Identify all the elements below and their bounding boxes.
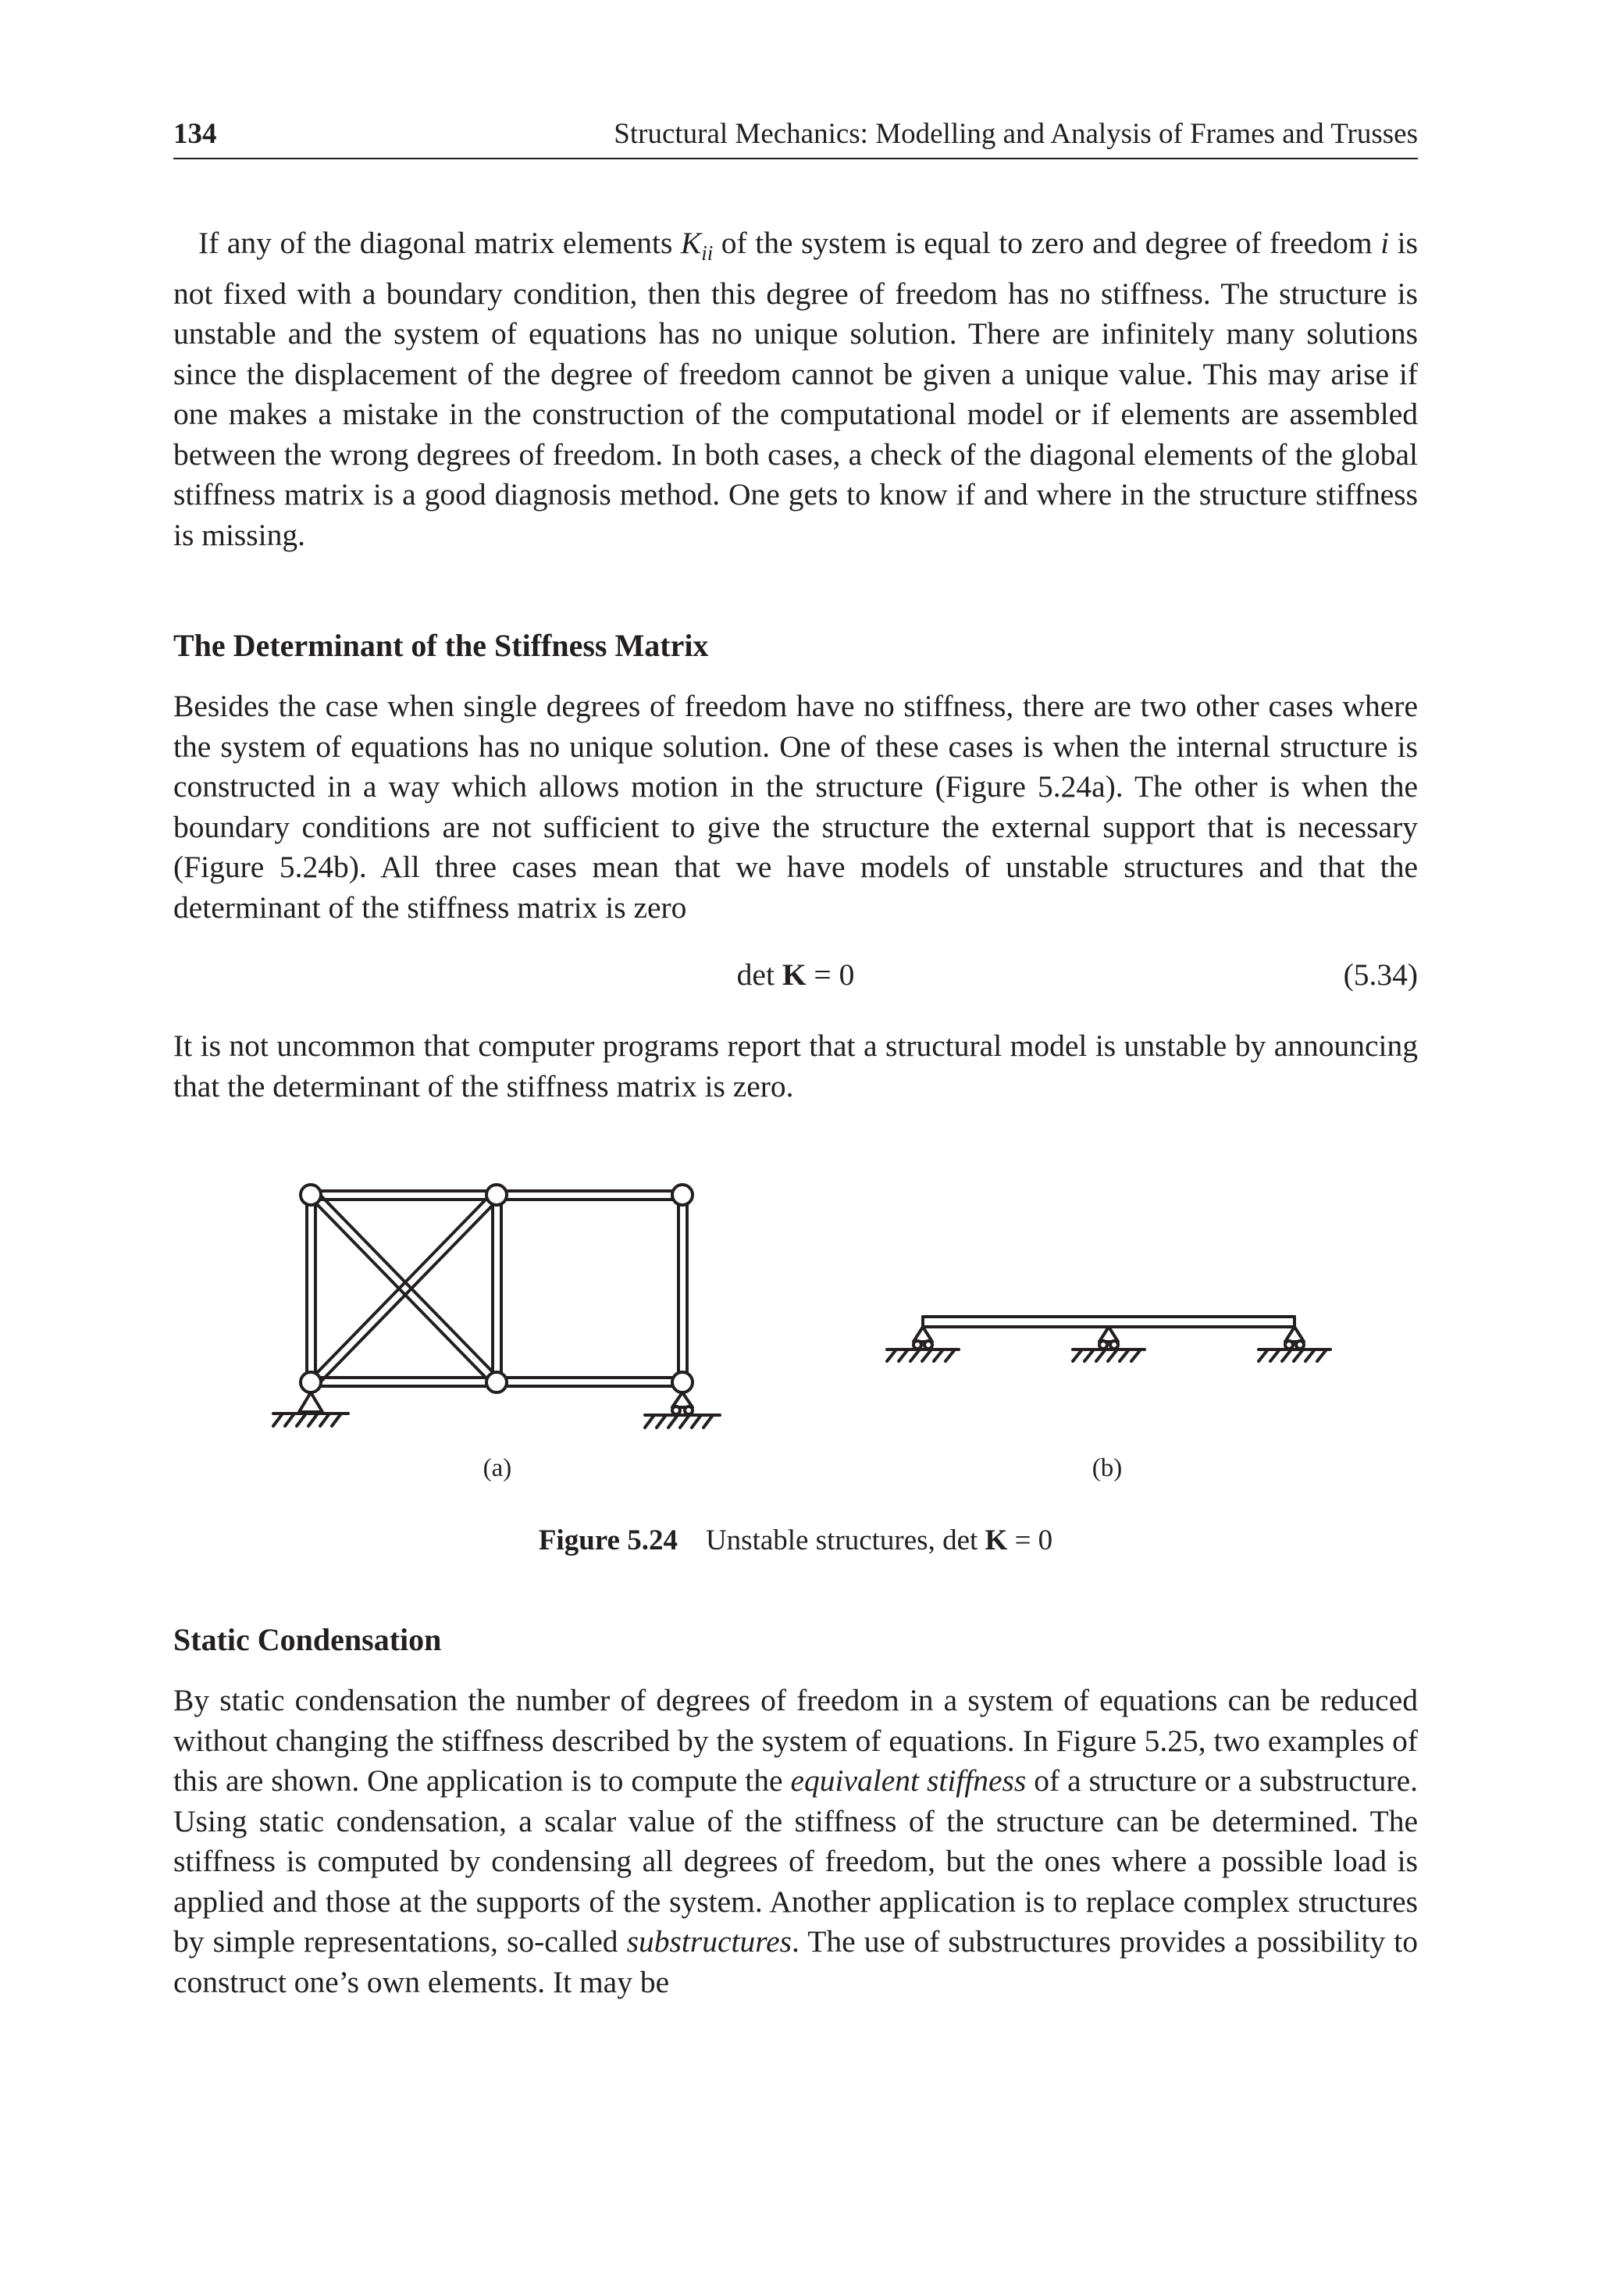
text-run: of a structure or a substructure. Using static condensation, a scalar value of the stiffness of the structure can be determined. The stiffness is computed by condensing all degrees of freedom, but the ones where a possible load is applied and those at the supports of the system. Another application is to replace complex structures by simple representations, so-called bbox=[173, 1763, 1418, 1959]
section-heading: Static Condensation bbox=[173, 1622, 442, 1657]
section-heading: The Determinant of the Stiffness Matrix bbox=[173, 628, 709, 663]
subfigure-label-b: (b) bbox=[1092, 1454, 1123, 1482]
joint bbox=[486, 1185, 507, 1205]
caption-text: Unstable structures, det bbox=[705, 1524, 985, 1556]
equation-5-34 bbox=[173, 954, 1418, 995]
eq-det: det bbox=[736, 957, 782, 992]
emphasis: equivalent stiffness bbox=[790, 1763, 1027, 1798]
joint bbox=[486, 1372, 507, 1392]
paragraph-text: Besides the case when single degrees of freedom have no stiffness, there are two other cases where the system of equations has no unique solution. One of these cases is when the internal structure is constructed in a way which allows motion in the structure (Figure 5.24a). The other is when the boundary conditions are not sufficient to give the structure the external support that is necessary (Figure 5.24b). All three cases mean that we have models of unstable structures and that the determinant of the stiffness matrix is zero bbox=[173, 689, 1418, 925]
text-run: . The use of substructures provides a possibility to construct one’s own elements. It may be bbox=[173, 1924, 1418, 1999]
paragraph-text bbox=[173, 1681, 1418, 2002]
figure-label: Figure 5.24 bbox=[538, 1524, 678, 1556]
running-title: Structural Mechanics: Modelling and Analysis of Frames and Trusses bbox=[614, 118, 1418, 150]
figure-5-24 bbox=[173, 1171, 1418, 1484]
roller-support-icon bbox=[645, 1392, 720, 1428]
roller-support-icon bbox=[887, 1327, 959, 1361]
caption-rhs: = 0 bbox=[1007, 1524, 1053, 1556]
joint bbox=[301, 1185, 321, 1205]
text-run: If any of the diagonal matrix elements bbox=[198, 226, 681, 260]
emphasis: substructures bbox=[626, 1924, 792, 1959]
joint bbox=[672, 1372, 693, 1392]
text-run: of the system is equal to zero and degree of freedom bbox=[713, 226, 1381, 260]
paragraph-determinant bbox=[173, 686, 1418, 928]
subfigure-label-a: (a) bbox=[483, 1454, 512, 1482]
symbol-i: i bbox=[1380, 226, 1390, 260]
paragraph-static-condensation bbox=[173, 1681, 1418, 2002]
running-header bbox=[173, 117, 1418, 159]
roller-support-icon bbox=[1259, 1327, 1330, 1361]
frame-a bbox=[307, 1191, 687, 1386]
symbol-k-subscript: ii bbox=[701, 241, 714, 265]
eq-matrix-k: K bbox=[782, 957, 807, 992]
roller-support-icon bbox=[1073, 1327, 1145, 1361]
section-determinant bbox=[173, 626, 1418, 665]
text-run: is not fixed with a boundary condition, then this degree of freedom has no stiffness. The structure is unstable and the system of equations has no unique solution. There are infinitely many solutions since the displacement of the degree of freedom cannot be given a unique value. This may arise if one makes a mistake in the construction of the computational model or if elements are assembled between the wrong degrees of freedom. In both cases, a check of the diagonal elements of the global stiffness matrix is a good diagnosis method. One gets to know if and where in the structure stiffness is missing. bbox=[173, 226, 1418, 552]
joint bbox=[301, 1372, 321, 1392]
hinge-joints bbox=[301, 1185, 693, 1392]
equation-number: (5.34) bbox=[1343, 957, 1418, 992]
text-run: By static condensation the number of degrees of freedom in a system of equations can be reduced without changing the stiffness described by the system of equations. In Figure 5.25, two examples of this are shown. One application is to compute the bbox=[173, 1683, 1418, 1798]
caption-matrix-k: K bbox=[985, 1524, 1008, 1556]
figure-caption bbox=[173, 1523, 1418, 1559]
symbol-k: K bbox=[680, 226, 702, 260]
paragraph-text: It is not uncommon that computer programs report that a structural model is unstable by announcing that the determinant of the stiffness matrix is zero. bbox=[173, 1029, 1418, 1103]
section-static-condensation bbox=[173, 1620, 1418, 1660]
equation-body bbox=[173, 954, 1418, 995]
pinned-support-icon bbox=[273, 1392, 348, 1426]
paragraph-diagonal-elements bbox=[173, 223, 1418, 555]
paragraph-programs bbox=[173, 1026, 1418, 1107]
joint bbox=[672, 1185, 693, 1205]
eq-rhs: = 0 bbox=[806, 957, 855, 992]
paragraph-text bbox=[173, 223, 1418, 555]
page-number: 134 bbox=[173, 118, 217, 150]
